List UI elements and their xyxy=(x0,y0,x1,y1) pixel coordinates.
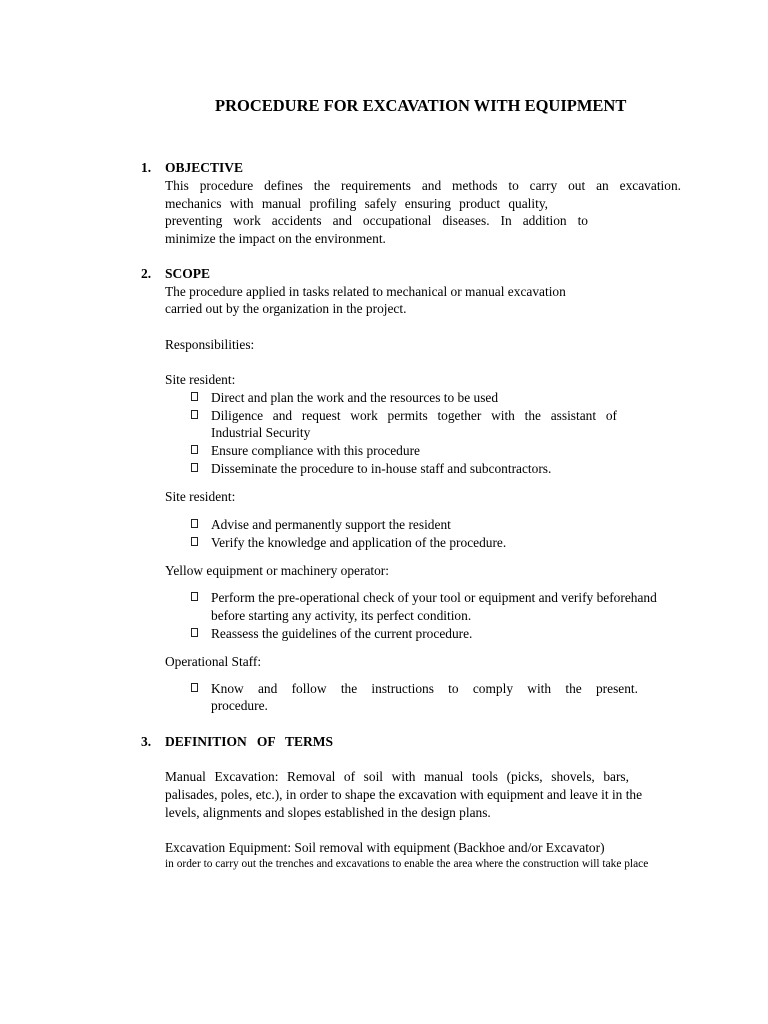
list-item: Reassess the guidelines of the current procedure. xyxy=(211,626,473,641)
paragraph-line: palisades, poles, etc.), in order to shape the excavation with equipment and leave it in the xyxy=(165,787,643,802)
list-item-continuation: Industrial Security xyxy=(211,425,311,440)
role-label: Site resident: xyxy=(165,489,236,504)
bullet-icon xyxy=(191,592,198,601)
section-number: 3. xyxy=(141,734,152,749)
bullet-icon xyxy=(191,410,198,419)
list-item: Advise and permanently support the resident xyxy=(211,517,451,532)
list-item: Perform the pre-operational check of your tool or equipment and verify beforehand xyxy=(211,590,657,605)
bullet-icon xyxy=(191,445,198,454)
paragraph-line: levels, alignments and slopes established in the design plans. xyxy=(165,805,491,820)
paragraph-line: This procedure defines the requirements and methods to carry out an excavation. xyxy=(165,178,681,193)
paragraph-line: Manual Excavation: Removal of soil with manual tools (picks, shovels, bars, xyxy=(165,769,629,784)
list-item: Verify the knowledge and application of the procedure. xyxy=(211,535,507,550)
list-item: Diligence and request work permits together with the assistant of xyxy=(211,408,617,423)
bullet-icon xyxy=(191,463,198,472)
paragraph-line: carried out by the organization in the project. xyxy=(165,301,407,316)
paragraph-line: mechanics with manual profiling safely ensuring product quality, xyxy=(165,196,548,211)
responsibilities-label: Responsibilities: xyxy=(165,337,255,352)
role-label: Operational Staff: xyxy=(165,654,262,669)
section-heading-scope: SCOPE xyxy=(165,266,211,281)
paragraph-line: Excavation Equipment: Soil removal with equipment (Backhoe and/or Excavator) xyxy=(165,840,605,855)
list-item: Disseminate the procedure to in-house staff and subcontractors. xyxy=(211,461,552,476)
role-label: Yellow equipment or machinery operator: xyxy=(165,563,389,578)
paragraph-line: minimize the impact on the environment. xyxy=(165,231,386,246)
bullet-icon xyxy=(191,628,198,637)
bullet-icon xyxy=(191,537,198,546)
paragraph-line: The procedure applied in tasks related to mechanical or manual excavation xyxy=(165,284,566,299)
section-number: 2. xyxy=(141,266,152,281)
list-item: Direct and plan the work and the resources to be used xyxy=(211,390,499,405)
section-heading-objective: OBJECTIVE xyxy=(165,160,244,175)
document-title: PROCEDURE FOR EXCAVATION WITH EQUIPMENT xyxy=(215,96,627,115)
list-item: Know and follow the instructions to comply with the present. xyxy=(211,681,638,696)
bullet-icon xyxy=(191,519,198,528)
bullet-icon xyxy=(191,683,198,692)
list-item-continuation: before starting any activity, its perfect condition. xyxy=(211,608,472,623)
paragraph-line: preventing work accidents and occupational diseases. In addition to xyxy=(165,213,588,228)
section-heading-definitions: DEFINITION OF TERMS xyxy=(165,734,334,749)
paragraph-line: in order to carry out the trenches and excavations to enable the area where the construction will take place xyxy=(165,858,649,870)
list-item-continuation: procedure. xyxy=(211,698,268,713)
section-number: 1. xyxy=(141,160,152,175)
bullet-icon xyxy=(191,392,198,401)
role-label: Site resident: xyxy=(165,372,236,387)
list-item: Ensure compliance with this procedure xyxy=(211,443,420,458)
